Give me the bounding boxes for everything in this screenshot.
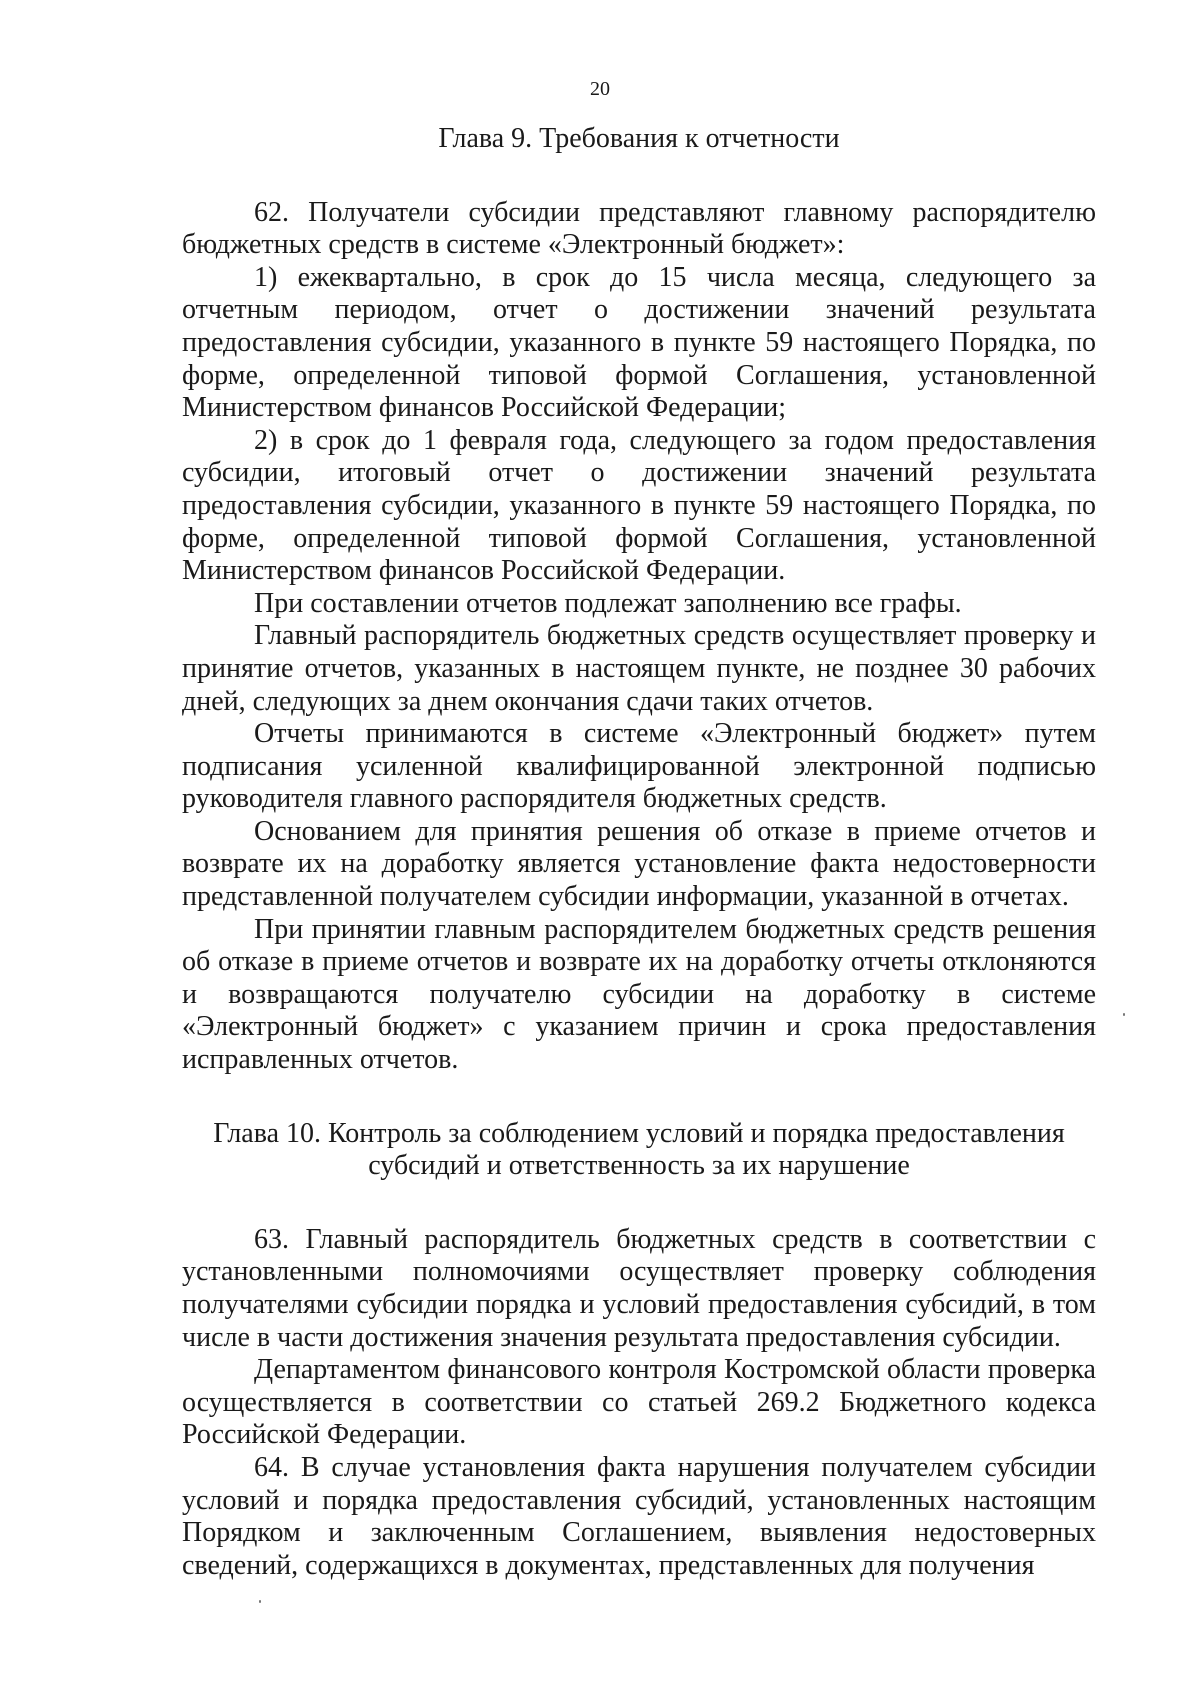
paragraph: 1) ежеквартально, в срок до 15 числа месяца, следующего за отчетным периодом, отчет о достижении значений результата предоставления субсидии, указанного в пункте 59 настоящего Порядка, по форме, определенной типовой формой Соглашения, установленной Министерством финансов Российской Федерации;: [182, 261, 1096, 424]
chapter-10-heading: [182, 1118, 1096, 1183]
paragraph: При принятии главным распорядителем бюджетных средств решения об отказе в приеме отчетов и возврате их на доработку отчеты отклоняются и возвращаются получателю субсидии на доработку в системе «Электронный бюджет» с указанием причин и срока предоставления исправленных отчетов.: [182, 913, 1096, 1076]
scan-speck: [259, 1600, 261, 1603]
paragraph: Отчеты принимаются в системе «Электронный бюджет» путем подписания усиленной квалифицированной электронной подписью руководителя главного распорядителя бюджетных средств.: [182, 718, 1096, 815]
page-number: 20: [590, 78, 610, 100]
paragraph: 2) в срок до 1 февраля года, следующего за годом предоставления субсидии, итоговый отчет о достижении значений результата предоставления субсидии, указанного в пункте 59 настоящего Порядка, по форме, определенной типовой формой Соглашения, установленной Министерством финансов Российской Федерации.: [182, 424, 1096, 587]
paragraph: 62. Получатели субсидии представляют главному распорядителю бюджетных средств в системе «Электронный бюджет»:: [182, 196, 1096, 261]
chapter-10-heading-line-2: субсидий и ответственность за их нарушение: [368, 1150, 910, 1182]
paragraph: 63. Главный распорядитель бюджетных средств в соответствии с установленными полномочиями осуществляет проверку соблюдения получателями субсидии порядка и условий предоставления субсидий, в том числе в части достижения значения результата предоставления субсидии.: [182, 1223, 1096, 1353]
document-body: [182, 123, 1096, 1582]
paragraph: Главный распорядитель бюджетных средств осуществляет проверку и принятие отчетов, указанных в настоящем пункте, не позднее 30 рабочих дней, следующих за днем окончания сдачи таких отчетов.: [182, 620, 1096, 717]
chapter-9-heading: Глава 9. Требования к отчетности: [438, 123, 840, 154]
paragraph: Департаментом финансового контроля Костромской области проверка осуществляется в соответствии со статьей 269.2 Бюджетного кодекса Российской Федерации.: [182, 1354, 1096, 1451]
paragraph: 64. В случае установления факта нарушения получателем субсидии условий и порядка предоставления субсидий, установленных настоящим Порядком и заключенным Соглашением, выявления недостоверных сведений, содержащихся в документах, представленных для получения: [182, 1451, 1096, 1581]
scan-speck: [1123, 1013, 1125, 1016]
paragraph: При составлении отчетов подлежат заполнению все графы.: [254, 587, 962, 619]
chapter-10-heading-line-1: Глава 10. Контроль за соблюдением условий и порядка предоставления: [213, 1117, 1065, 1149]
paragraph: Основанием для принятия решения об отказе в приеме отчетов и возврате их на доработку является установление факта недостоверности представленной получателем субсидии информации, указанной в отчетах.: [182, 815, 1096, 913]
